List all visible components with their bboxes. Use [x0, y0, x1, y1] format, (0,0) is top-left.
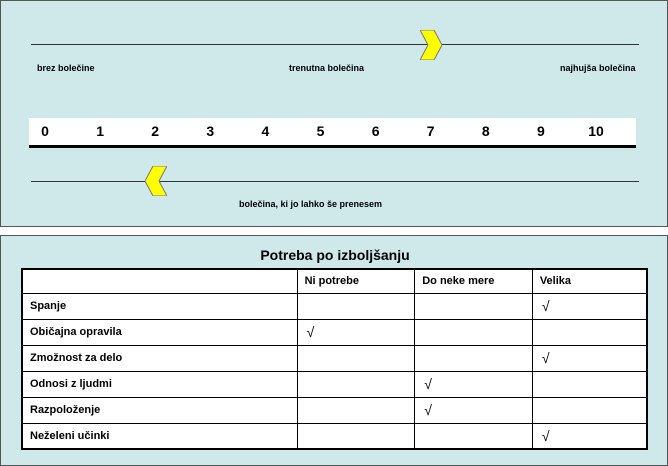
- column-header: Do neke mere: [415, 269, 533, 293]
- row-label: Neželeni učinki: [22, 423, 297, 449]
- checkmark-icon: √: [541, 427, 550, 444]
- scale-number[interactable]: 4: [261, 123, 270, 139]
- check-cell[interactable]: [415, 397, 533, 423]
- current-pain-marker[interactable]: [420, 30, 442, 60]
- scale-number[interactable]: 5: [316, 123, 325, 139]
- scale-number[interactable]: 8: [481, 123, 490, 139]
- row-label: Razpoloženje: [22, 397, 297, 423]
- table-row: [22, 293, 647, 319]
- scale-number[interactable]: 0: [41, 123, 49, 139]
- checkmark-icon: √: [424, 376, 432, 392]
- checkmark-icon: √: [306, 324, 315, 340]
- scale-number[interactable]: 7: [426, 123, 435, 139]
- table-row: [22, 319, 647, 345]
- table-row: [22, 423, 647, 449]
- row-label: Spanje: [22, 293, 297, 319]
- check-cell[interactable]: [297, 423, 415, 449]
- scale-number[interactable]: 2: [151, 123, 160, 139]
- row-label: Odnosi z ljudmi: [22, 371, 297, 397]
- checkmark-icon: √: [541, 298, 550, 314]
- check-cell[interactable]: [532, 423, 647, 449]
- current-pain-line: [31, 44, 639, 45]
- table-row: [22, 371, 647, 397]
- check-cell[interactable]: [415, 319, 533, 345]
- checkmark-icon: √: [424, 402, 432, 418]
- scale-number[interactable]: 10: [588, 123, 604, 139]
- scale-number[interactable]: 3: [206, 123, 215, 139]
- scale-number[interactable]: 6: [371, 123, 380, 139]
- check-cell[interactable]: [297, 345, 415, 371]
- check-cell[interactable]: [532, 397, 647, 423]
- check-cell[interactable]: [532, 319, 647, 345]
- column-header: Velika: [532, 269, 647, 293]
- check-cell[interactable]: [415, 423, 533, 449]
- arrow-left-icon: [145, 166, 167, 196]
- tolerable-pain-marker[interactable]: [145, 166, 167, 196]
- scale-number[interactable]: 9: [536, 123, 545, 139]
- table-row: [22, 345, 647, 371]
- check-cell[interactable]: [532, 371, 647, 397]
- needs-title: Potreba po izboljšanju: [260, 247, 410, 263]
- checkmark-icon: √: [541, 350, 550, 366]
- column-header: Ni potrebe: [297, 269, 415, 293]
- table-row: [22, 397, 647, 423]
- row-label: Običajna opravila: [22, 319, 297, 345]
- arrow-right-icon: [420, 30, 442, 60]
- current-pain-label: trenutna bolečina: [289, 63, 365, 73]
- check-cell[interactable]: [297, 371, 415, 397]
- table-header-row: [22, 269, 647, 293]
- row-label: Zmožnost za delo: [22, 345, 297, 371]
- pain-number-scale: [29, 118, 636, 148]
- no-pain-label: brez bolečine: [37, 63, 95, 73]
- check-cell[interactable]: [297, 319, 415, 345]
- tolerable-pain-line: [31, 181, 639, 182]
- check-cell[interactable]: [297, 293, 415, 319]
- tolerable-pain-label: bolečina, ki jo lahko še prenesem: [239, 199, 383, 209]
- needs-table: [21, 268, 648, 450]
- check-cell[interactable]: [297, 397, 415, 423]
- worst-pain-label: najhujša bolečina: [560, 63, 636, 73]
- check-cell[interactable]: [415, 371, 533, 397]
- pain-scale-panel: [0, 0, 668, 227]
- check-cell[interactable]: [532, 293, 647, 319]
- check-cell[interactable]: [415, 293, 533, 319]
- check-cell[interactable]: [532, 345, 647, 371]
- column-header: [22, 269, 297, 293]
- scale-number[interactable]: 1: [96, 123, 104, 139]
- check-cell[interactable]: [415, 345, 533, 371]
